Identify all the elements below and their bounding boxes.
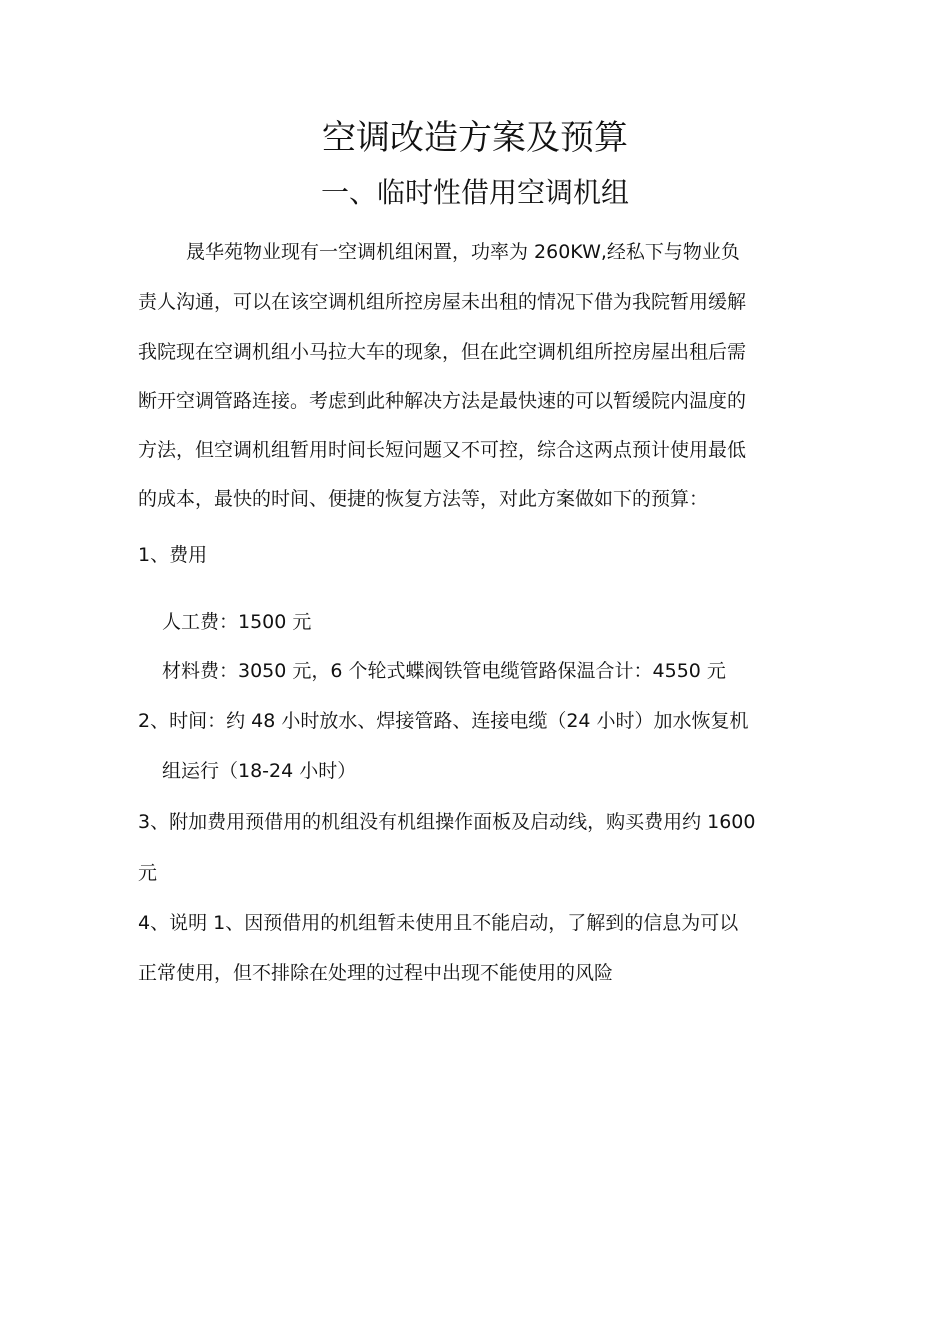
document-title: 空调改造方案及预算 <box>322 118 628 158</box>
intro-line: 方法，但空调机组暂用时间长短问题又不可控，综合这两点预计使用最低 <box>138 439 747 461</box>
note-item-continued: 正常使用，但不排除在处理的过程中出现不能使用的风险 <box>138 962 614 984</box>
extra-cost-item-continued: 元 <box>138 862 158 884</box>
cost-heading: 1、费用 <box>138 544 208 566</box>
intro-line: 断开空调管路连接。考虑到此种解决方法是最快速的可以暂缓院内温度的 <box>138 390 747 412</box>
labor-cost: 人工费：1500 元 <box>162 611 312 633</box>
material-cost: 材料费：3050 元，6 个轮式蝶阀铁管电缆管路保温合计：4550 元 <box>162 660 726 682</box>
section-heading: 一、临时性借用空调机组 <box>320 176 629 209</box>
extra-cost-item: 3、附加费用预借用的机组没有机组操作面板及启动线，购买费用约 1600 <box>138 811 756 833</box>
time-item-continued: 组运行（18-24 小时） <box>162 760 357 782</box>
time-item: 2、时间：约 48 小时放水、焊接管路、连接电缆（24 小时）加水恢复机 <box>138 710 749 732</box>
intro-line: 的成本，最快的时间、便捷的恢复方法等，对此方案做如下的预算： <box>138 488 709 510</box>
intro-line: 晟华苑物业现有一空调机组闲置，功率为 260KW,经私下与物业负 <box>186 241 740 263</box>
intro-line: 我院现在空调机组小马拉大车的现象，但在此空调机组所控房屋出租后需 <box>138 341 747 363</box>
note-item: 4、说明 1、因预借用的机组暂未使用且不能启动，了解到的信息为可以 <box>138 912 739 934</box>
intro-line: 责人沟通，可以在该空调机组所控房屋未出租的情况下借为我院暂用缓解 <box>138 291 747 313</box>
